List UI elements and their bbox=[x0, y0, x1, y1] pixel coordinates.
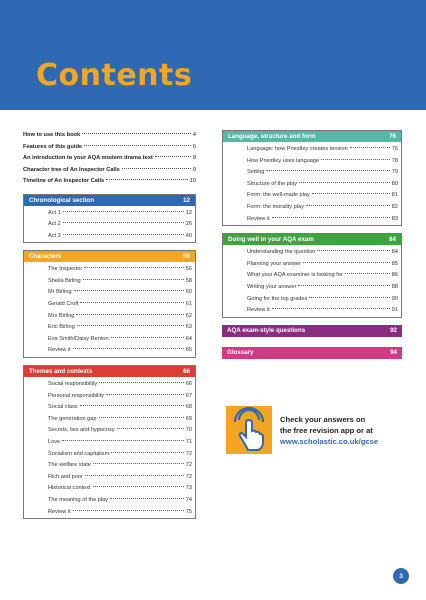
section-page: 12 bbox=[183, 196, 190, 204]
toc-entry[interactable] bbox=[24, 507, 195, 519]
revision-app-promo bbox=[226, 404, 409, 456]
left-sections bbox=[23, 194, 196, 520]
toc-entry-label: Act 1 bbox=[48, 209, 61, 216]
toc-entry-page: 63 bbox=[185, 324, 192, 331]
section-title: AQA exam-style questions bbox=[227, 327, 306, 335]
contents-left-column bbox=[23, 130, 196, 526]
section-header[interactable] bbox=[223, 131, 401, 142]
toc-entry[interactable] bbox=[223, 167, 401, 179]
toc-entry-page: 69 bbox=[185, 415, 192, 422]
toc-section bbox=[222, 233, 402, 318]
toc-entry[interactable] bbox=[223, 202, 401, 214]
promo-url-link[interactable]: www.scholastic.co.uk/gcse bbox=[280, 436, 379, 446]
section-title: Language, structure and form bbox=[228, 133, 316, 140]
toc-entry[interactable] bbox=[24, 483, 195, 495]
toc-entry[interactable] bbox=[223, 259, 401, 271]
toc-entry-label: Structure of the play bbox=[247, 180, 298, 187]
toc-entry[interactable] bbox=[223, 179, 401, 191]
toc-entry-page: 86 bbox=[391, 272, 398, 279]
toc-entry[interactable] bbox=[24, 334, 195, 346]
section-title: Characters bbox=[29, 253, 62, 261]
toc-entry[interactable] bbox=[24, 379, 195, 391]
toc-entry[interactable] bbox=[24, 449, 195, 461]
toc-entry[interactable] bbox=[24, 425, 195, 437]
section-page: 84 bbox=[389, 236, 396, 244]
toc-entry-label: Socialism and capitalism bbox=[48, 450, 110, 457]
toc-entry[interactable] bbox=[24, 208, 195, 220]
toc-entry-page: 60 bbox=[185, 289, 192, 296]
toc-entry-label: Act 2 bbox=[48, 221, 61, 228]
toc-section bbox=[23, 365, 196, 519]
toc-entry-label: Review it bbox=[247, 215, 270, 222]
toc-entry-label: The welfare state bbox=[48, 462, 91, 469]
toc-entry-page: 12 bbox=[185, 209, 192, 216]
toc-entry-page: 58 bbox=[185, 277, 192, 284]
toc-item[interactable] bbox=[23, 153, 196, 165]
toc-entry[interactable] bbox=[24, 402, 195, 414]
toc-item-page: 6 bbox=[192, 143, 196, 150]
toc-entry[interactable] bbox=[223, 282, 401, 294]
toc-item-label: Character tree of An Inspector Calls bbox=[23, 166, 120, 173]
toc-entry-label: Understanding the question bbox=[247, 249, 316, 256]
section-header[interactable] bbox=[24, 251, 195, 262]
promo-line-1: Check your answers on bbox=[280, 414, 366, 424]
promo-line-2: the free revision app or at bbox=[280, 425, 373, 435]
toc-entry-page: 26 bbox=[185, 221, 192, 228]
contents-right-column bbox=[222, 130, 402, 369]
toc-entry-label: The generation gap bbox=[48, 415, 97, 422]
toc-entry-page: 75 bbox=[185, 508, 192, 515]
toc-entry-label: Language: how Priestley creates tension bbox=[247, 146, 348, 152]
toc-entry-page: 84 bbox=[391, 249, 398, 256]
section-title: Themes and contexts bbox=[29, 368, 93, 376]
toc-item[interactable] bbox=[23, 165, 196, 177]
toc-entry-label: The Inspector bbox=[48, 266, 83, 273]
section-header[interactable] bbox=[222, 325, 402, 337]
toc-section bbox=[23, 250, 196, 358]
toc-entry[interactable] bbox=[223, 190, 401, 202]
toc-item[interactable] bbox=[23, 130, 196, 142]
toc-entry-label: Form: the morality play bbox=[247, 203, 304, 210]
toc-entry[interactable] bbox=[24, 219, 195, 231]
toc-entry[interactable] bbox=[223, 294, 401, 306]
toc-entry-page: 78 bbox=[391, 157, 398, 164]
toc-entry-label: Personal responsibility bbox=[48, 392, 104, 399]
toc-entry-label: Review it bbox=[48, 347, 71, 354]
toc-entry-page: 79 bbox=[391, 169, 398, 176]
section-page: 56 bbox=[183, 253, 190, 261]
toc-entry-page: 76 bbox=[391, 146, 398, 152]
solo-sections bbox=[222, 325, 402, 359]
toc-entry-page: 61 bbox=[185, 301, 192, 308]
toc-item-page: 9 bbox=[192, 166, 196, 173]
toc-entry-page: 81 bbox=[391, 192, 398, 199]
toc-entry-page: 64 bbox=[185, 335, 192, 342]
toc-entry-label: Social responsibility bbox=[48, 381, 98, 388]
toc-entry-page: 73 bbox=[185, 485, 192, 492]
toc-entry-label: How Priestley uses language bbox=[247, 157, 320, 164]
toc-entry[interactable] bbox=[24, 495, 195, 507]
toc-entry[interactable] bbox=[24, 345, 195, 357]
toc-item-page: 10 bbox=[189, 178, 196, 184]
toc-entry[interactable] bbox=[223, 156, 401, 168]
section-title: Glossary bbox=[227, 349, 254, 357]
toc-entry[interactable] bbox=[24, 311, 195, 323]
toc-entry-label: Review it bbox=[247, 307, 270, 314]
toc-entry[interactable] bbox=[223, 270, 401, 282]
toc-entry-label: Mr Birling bbox=[48, 289, 72, 296]
toc-entry-page: 90 bbox=[391, 295, 398, 302]
section-page: 66 bbox=[183, 368, 190, 376]
toc-entry-label: Gerald Croft bbox=[48, 301, 79, 308]
toc-entry-page: 72 bbox=[185, 462, 192, 469]
toc-item-label: An introduction to your AQA modern drama text bbox=[23, 155, 153, 161]
section-title: Doing well in your AQA exam bbox=[228, 236, 314, 244]
toc-entry-page: 74 bbox=[185, 496, 192, 503]
toc-entry-page: 67 bbox=[185, 392, 192, 399]
toc-entry-label: The meaning of the play bbox=[48, 496, 109, 503]
toc-entry-page: 72 bbox=[185, 473, 192, 480]
toc-entry-page: 80 bbox=[391, 180, 398, 187]
toc-entry-label: Eric Birling bbox=[48, 324, 75, 331]
toc-entry-label: Sheila Birling bbox=[48, 277, 81, 284]
page-number-badge: 3 bbox=[393, 568, 409, 584]
toc-entry[interactable] bbox=[24, 391, 195, 403]
toc-entry-label: Eva Smith/Daisy Renton bbox=[48, 335, 109, 342]
toc-entry[interactable] bbox=[24, 299, 195, 311]
toc-entry[interactable] bbox=[223, 247, 401, 259]
toc-entry-page: 71 bbox=[185, 439, 192, 445]
toc-entry[interactable] bbox=[24, 231, 195, 243]
toc-item-label: Features of this guide bbox=[23, 143, 83, 150]
toc-entry-page: 40 bbox=[185, 232, 192, 239]
toc-entry[interactable] bbox=[24, 287, 195, 299]
toc-item-page: 4 bbox=[192, 132, 196, 138]
toc-section bbox=[222, 130, 402, 226]
section-title: Chronological section bbox=[29, 196, 94, 204]
toc-entry-label: Setting bbox=[247, 169, 265, 176]
toc-entry[interactable] bbox=[223, 214, 401, 226]
section-header[interactable] bbox=[223, 234, 401, 245]
toc-entry-label: What your AQA examiner is looking for bbox=[247, 272, 343, 279]
toc-entry-label: Love bbox=[48, 439, 61, 445]
toc-entry-page: 88 bbox=[391, 283, 398, 290]
toc-entry-page: 62 bbox=[185, 312, 192, 319]
toc-entry-label: Historical context bbox=[48, 485, 91, 492]
toc-entry-page: 56 bbox=[185, 266, 192, 273]
toc-section bbox=[23, 194, 196, 244]
toc-entry-page: 83 bbox=[391, 215, 398, 222]
toc-entry[interactable] bbox=[24, 276, 195, 288]
intro-list bbox=[23, 130, 196, 188]
toc-item[interactable] bbox=[23, 176, 196, 188]
toc-entry-page: 65 bbox=[185, 347, 192, 354]
toc-entry-page: 85 bbox=[391, 260, 398, 267]
toc-item-page: 8 bbox=[192, 155, 196, 161]
section-header[interactable] bbox=[24, 366, 195, 377]
section-page: 92 bbox=[390, 327, 397, 335]
toc-entry-label: Mrs Birling bbox=[48, 312, 75, 319]
toc-entry[interactable] bbox=[223, 144, 401, 156]
toc-entry-label: Writing your answer bbox=[247, 283, 297, 290]
toc-entry[interactable] bbox=[24, 414, 195, 426]
section-header[interactable] bbox=[24, 195, 195, 206]
tap-hand-icon bbox=[226, 406, 272, 454]
promo-text bbox=[272, 414, 378, 447]
toc-entry[interactable] bbox=[24, 322, 195, 334]
toc-item[interactable] bbox=[23, 142, 196, 154]
toc-entry-page: 72 bbox=[185, 450, 192, 457]
toc-entry-label: Form: the well-made play bbox=[247, 192, 310, 199]
toc-entry[interactable] bbox=[24, 472, 195, 484]
toc-entry[interactable] bbox=[223, 305, 401, 317]
toc-item-label: Timeline of An Inspector Calls bbox=[23, 178, 105, 184]
section-header[interactable] bbox=[222, 347, 402, 359]
toc-entry-label: Planning your answer bbox=[247, 260, 301, 267]
section-page: 94 bbox=[390, 349, 397, 357]
toc-entry-page: 66 bbox=[185, 381, 192, 388]
toc-entry[interactable] bbox=[24, 437, 195, 449]
toc-entry-label: Secrets, lies and hypocrisy bbox=[48, 427, 115, 434]
toc-entry-label: Going for the top grades bbox=[247, 295, 308, 302]
right-sections bbox=[222, 130, 402, 318]
toc-entry[interactable] bbox=[24, 264, 195, 276]
toc-entry-label: Act 3 bbox=[48, 232, 61, 239]
toc-entry[interactable] bbox=[24, 460, 195, 472]
toc-item-label: How to use this book bbox=[23, 132, 81, 138]
toc-entry-label: Social class bbox=[48, 404, 78, 411]
toc-entry-label: Rich and poor bbox=[48, 473, 83, 480]
page-title: Contents bbox=[36, 58, 193, 93]
toc-entry-page: 70 bbox=[185, 427, 192, 434]
toc-entry-page: 91 bbox=[391, 307, 398, 314]
header-band bbox=[0, 0, 426, 110]
toc-entry-label: Review it bbox=[48, 508, 71, 515]
toc-entry-page: 82 bbox=[391, 203, 398, 210]
toc-entry-page: 68 bbox=[185, 404, 192, 411]
section-page: 76 bbox=[389, 133, 396, 140]
